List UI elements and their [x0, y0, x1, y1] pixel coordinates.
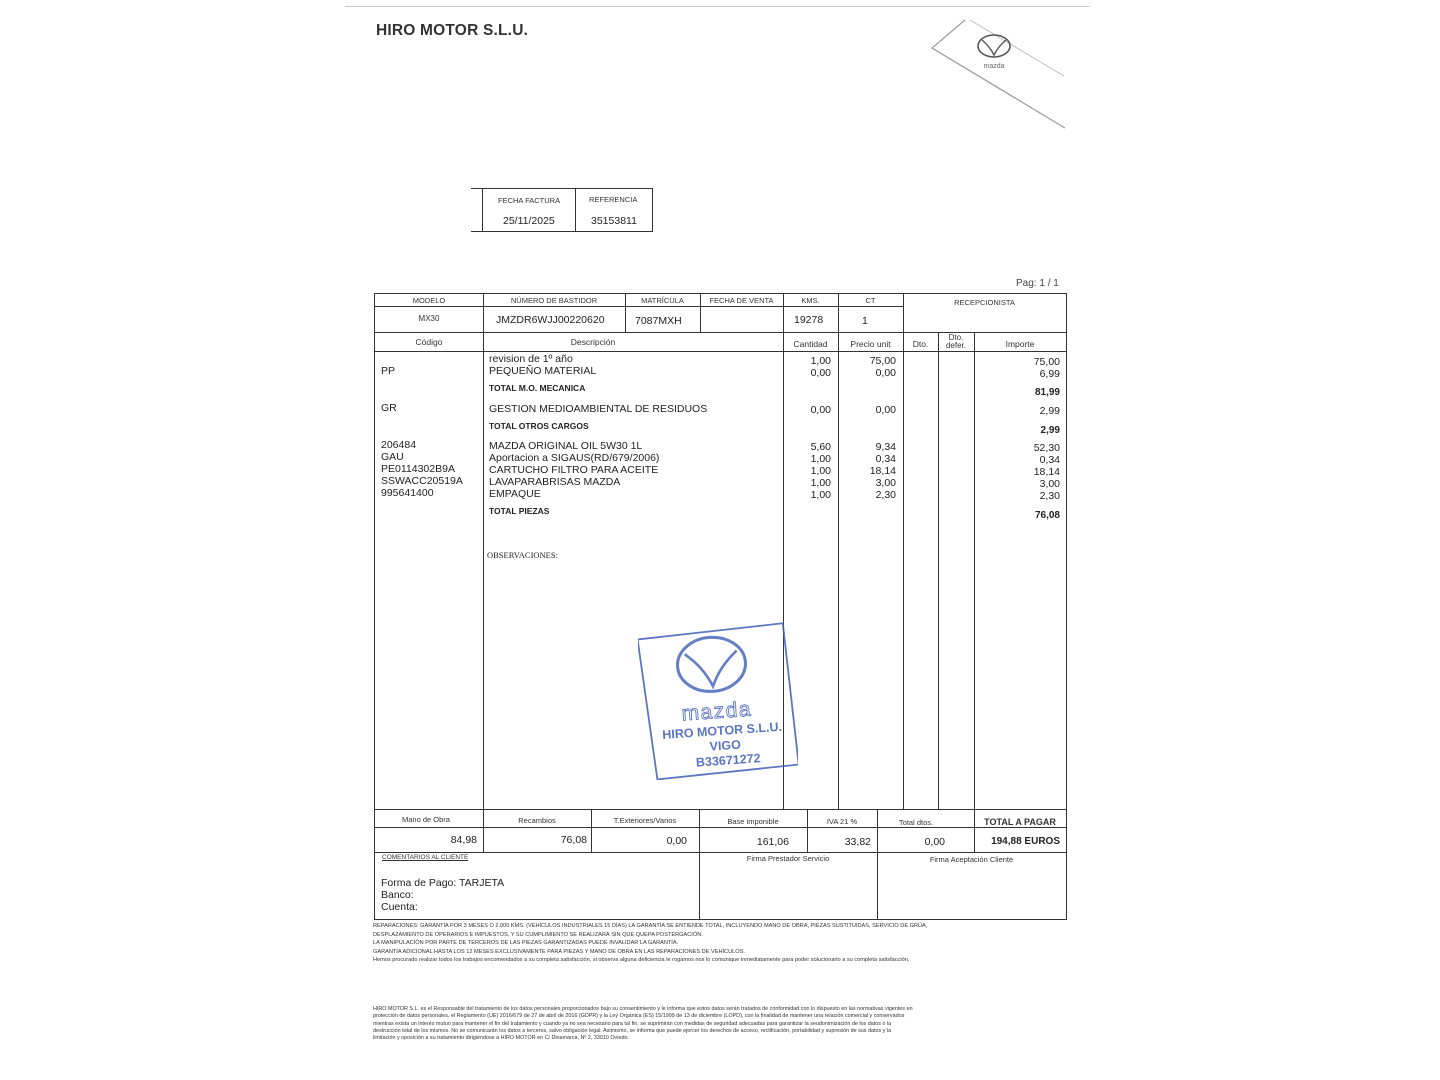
top-rule [345, 6, 1090, 7]
item-unit-price: 75,00 [869, 355, 896, 367]
referencia-label: REFERENCIA [589, 195, 638, 204]
importe-header: Importe [1005, 339, 1035, 349]
item-quantity: 0,00 [810, 367, 831, 379]
item-unit-price: 18,14 [869, 465, 896, 477]
item-code: PE0114302B9A [381, 463, 455, 475]
privacy-line: destrucción total de los mismos. No se comunicarán los datos a terceros, salvo obligación legal. Asimismo, se informa que puede ejercer los derechos de acceso, rectificación, portabilidad y supresión de sus datos y la [373, 1027, 892, 1034]
item-code: GAU [381, 451, 404, 463]
privacy-line: protección de datos personales, el Reglamento (UE) 2016/679 de 27 de abril de 2016 (GDPR) y la Ley Orgánica (ES) 15/1999 de 13 de diciembre (LOPD), con la finalidad de mantener una relación comercial y conservados [373, 1013, 905, 1020]
subtotal-otros-value: 2,99 [1040, 425, 1060, 436]
item-amount: 75,00 [1033, 356, 1060, 368]
forma-pago: Forma de Pago: TARJETA [381, 877, 505, 889]
item-quantity: 1,00 [810, 465, 831, 477]
recambios-value: 76,08 [560, 834, 587, 846]
item-description: revision de 1º año [489, 353, 573, 365]
privacy-line: mientras exista un interés mutuo para mantener el fin del tratamiento y cuando ya no sea necesario para tal fin, se suprimirán con medidas de seguridad adecuadas para garantizar la seudonimización de los datos o la [373, 1020, 892, 1027]
modelo-value: MX30 [418, 314, 440, 323]
cantidad-header: Cantidad [793, 339, 828, 349]
iva-header: IVA 21 % [826, 817, 858, 826]
item-unit-price: 9,34 [875, 441, 896, 453]
fecha-venta-header: FECHA DE VENTA [709, 296, 774, 305]
privacy-notice [373, 1006, 1023, 1042]
mano-obra-header: Mano de Obra [402, 815, 450, 824]
mano-obra-value: 84,98 [450, 834, 477, 846]
item-code: 206484 [381, 439, 417, 451]
base-imponible-value: 161,06 [756, 836, 789, 848]
item-amount: 3,00 [1039, 478, 1060, 490]
subtotal-piezas-label: TOTAL PIEZAS [489, 506, 550, 516]
page-number: Pag: 1 / 1 [1016, 278, 1059, 289]
item-amount: 0,34 [1039, 454, 1060, 466]
warranty-notice [373, 922, 1068, 965]
modelo-header: MODELO [412, 296, 446, 305]
invoice-table [374, 293, 1067, 920]
banco-label: Banco: [381, 889, 414, 901]
item-unit-price: 3,00 [875, 477, 896, 489]
item-quantity: 1,00 [810, 489, 831, 501]
subtotal-otros-label: TOTAL OTROS CARGOS [489, 421, 589, 431]
cuenta-label: Cuenta: [381, 901, 418, 913]
item-quantity: 5,60 [810, 441, 831, 453]
item-amount: 52,30 [1033, 442, 1060, 454]
invoice-info-box [471, 188, 653, 232]
item-unit-price: 2,30 [875, 489, 896, 501]
logo-wordmark: mazda [983, 63, 1005, 70]
codigo-header: Código [415, 337, 443, 347]
item-description: PEQUEÑO MATERIAL [489, 365, 597, 377]
item-description: EMPAQUE [489, 488, 541, 500]
total-dtos-value: 0,00 [924, 836, 945, 848]
mazda-logo-icon [930, 18, 1070, 133]
kms-value: 19278 [794, 314, 824, 326]
matricula-header: MATRÍCULA [641, 296, 684, 305]
stamp-city: VIGO [709, 737, 742, 754]
item-quantity: 1,00 [810, 355, 831, 367]
fecha-factura-label: FECHA FACTURA [498, 196, 561, 205]
bastidor-value: JMZDR6WJJ00220620 [496, 314, 605, 326]
kms-header: KMS. [801, 296, 820, 305]
item-code: PP [381, 365, 396, 377]
item-code: GR [381, 402, 397, 414]
iva-value: 33,82 [844, 836, 871, 848]
item-description: CARTUCHO FILTRO PARA ACEITE [489, 464, 659, 476]
recepcionista-header: RECEPCIONISTA [954, 298, 1015, 307]
dto-defer-header: Dto. defer. [945, 333, 966, 350]
subtotal-mo-label: TOTAL M.O. MECANICA [489, 383, 586, 393]
item-unit-price: 0,00 [875, 404, 896, 416]
item-amount: 2,30 [1039, 490, 1060, 502]
mazda-logo-icon [676, 635, 748, 694]
stamp-brand: mazda [680, 697, 753, 726]
item-description: LAVAPARABRISAS MAZDA [489, 476, 621, 488]
ct-header: CT [865, 296, 876, 305]
item-quantity: 1,00 [810, 477, 831, 489]
dto-header: Dto. [912, 339, 929, 349]
ct-value: 1 [862, 315, 868, 327]
item-code: SSWACC20519A [381, 475, 463, 487]
total-a-pagar-value: 194,88 EUROS [991, 836, 1060, 847]
item-description: GESTION MEDIOAMBIENTAL DE RESIDUOS [489, 403, 708, 415]
company-stamp [638, 620, 798, 780]
total-a-pagar-header: TOTAL A PAGAR [984, 817, 1056, 827]
item-quantity: 1,00 [810, 453, 831, 465]
exteriores-header: T.Exteriores/Varios [613, 816, 677, 825]
base-imponible-header: Base imponible [727, 817, 779, 826]
firma-prestador-label: Firma Prestador Servicio [746, 854, 830, 863]
item-amount: 6,99 [1039, 368, 1060, 380]
privacy-line: limitación y oposición a su tratamiento dirigiéndose a HIRO MOTOR en C/ Dinamarca, Nº 2, 33010 Oviedo. [373, 1035, 629, 1042]
recambios-header: Recambios [518, 816, 556, 825]
item-description: Aportacion a SIGAUS(RD/679/2006) [489, 452, 660, 464]
warranty-line: LA MANIPULACIÓN POR PARTE DE TERCEROS DE LAS PIEZAS GARANTIZADAS PUEDE INVALIDAR LA GARANTÍA. [373, 940, 679, 947]
privacy-line: HIRO MOTOR S.L. es el Responsable del tratamiento de los datos personales proporcionados bajo su consentimiento y le informa que estos datos serán tratados de conformidad con lo dispuesto en las normativas vigentes en [373, 1006, 913, 1012]
referencia-value: 35153811 [591, 215, 637, 227]
total-dtos-header: Total dtos. [898, 818, 934, 827]
comentarios-label: COMENTARIOS AL CLIENTE [382, 854, 469, 861]
item-unit-price: 0,00 [875, 367, 896, 379]
warranty-line: DESPLAZAMIENTO DE OPERARIOS E IMPUESTOS, Y SU CUMPLIMIENTO SE REALIZARÁ SIN QUE QUEPA POSTERGACIÓN. [373, 931, 703, 938]
stamp-company: HIRO MOTOR S.L.U. [661, 719, 783, 742]
item-code: 995641400 [381, 487, 434, 499]
subtotal-mo-value: 81,99 [1034, 387, 1060, 398]
observaciones-label: OBSERVACIONES: [487, 550, 558, 560]
descripcion-header: Descripción [570, 337, 616, 347]
bastidor-header: NÚMERO DE BASTIDOR [510, 296, 598, 305]
item-description: MAZDA ORIGINAL OIL 5W30 1L [489, 440, 643, 452]
item-unit-price: 0,34 [875, 453, 896, 465]
warranty-line: GARANTÍA ADICIONAL HASTA LOS 12 MESES EXCLUSIVAMENTE PARA PIEZAS Y MANO DE OBRA EN LAS REPARACIONES DE VEHÍCULOS. [373, 948, 745, 955]
subtotal-piezas-value: 76,08 [1034, 510, 1060, 521]
matricula-value: 7087MXH [635, 315, 682, 327]
item-amount: 18,14 [1033, 466, 1060, 478]
item-quantity: 0,00 [810, 404, 831, 416]
company-name: HIRO MOTOR S.L.U. [376, 22, 529, 39]
item-amount: 2,99 [1039, 405, 1060, 417]
warranty-line: REPARACIONES: GARANTÍA POR 3 MESES O 2.000 KMS. (VEHÍCULOS INDUSTRIALES 15 DÍAS) LA GARANTÍA SE ENTIENDE TOTAL, INCLUYENDO MANO DE OBRA, PIEZAS SUSTITUIDAS, SERVICIO DE GRÚA, [373, 923, 928, 929]
precio-header: Precio unit [850, 339, 891, 349]
firma-cliente-label: Firma Aceptación Cliente [929, 855, 1014, 864]
exteriores-value: 0,00 [666, 835, 687, 847]
warranty-line: Hemos procurado realizar todos los trabajos encomendados a su completa satisfacción, si observa alguna deficiencia le rogamos nos lo comunique inmediatamente para poder solucionarlo a su completa satisfacción. [373, 957, 910, 964]
fecha-factura-value: 25/11/2025 [503, 215, 555, 227]
stamp-cif: B33671272 [695, 751, 761, 770]
